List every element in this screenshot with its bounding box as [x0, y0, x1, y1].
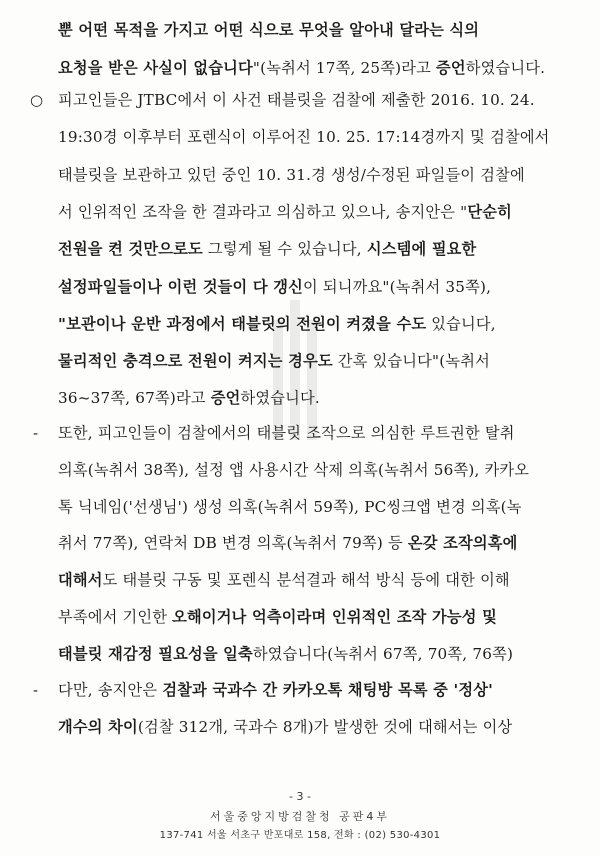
text-line — [58, 533, 517, 553]
office-name: 서울중앙지방검찰청 공판4부 — [209, 810, 390, 823]
bold-text: 전원을 켠 것만으로도 — [58, 240, 203, 259]
text-line — [58, 20, 479, 40]
bold-text: 태블릿 재감정 필요성을 일축 — [58, 644, 253, 663]
text-run: 하였습니다(녹취서 67쪽, 70쪽, 76쪽) — [252, 644, 514, 663]
bold-text: 설정파일들이나 이런 것들이 다 갱신 — [58, 277, 304, 296]
text-run: 이 되니까요"(녹취서 35쪽), — [303, 277, 492, 296]
text-line — [58, 680, 493, 700]
text-run: 다만, 송지안은 — [58, 681, 163, 699]
bold-text: 증언 — [436, 58, 466, 77]
text-run: 하였습니다. — [465, 58, 546, 77]
dash-bullet: - — [33, 424, 39, 442]
text-line — [58, 388, 320, 408]
text-run: (검찰 312개, 국과수 8개)가 발생한 것에 대해서는 이상 — [137, 718, 513, 736]
text-run: 또한, 피고인들이 검찰에서의 태블릿 조작으로 의심한 루트권한 탈취 — [58, 424, 515, 442]
bold-text: 개수의 차이 — [58, 718, 138, 736]
text-line — [58, 90, 535, 110]
text-line — [58, 127, 550, 147]
bold-text: 시스템에 필요한 — [366, 240, 477, 259]
bold-text: 검찰과 국과수 간 카카오톡 채팅방 목록 중 '정상' — [162, 681, 493, 699]
text-run: 하였습니다. — [240, 389, 320, 408]
text-line — [58, 239, 476, 259]
text-run: 그렇게 될 수 있습니다, — [202, 240, 367, 259]
bold-text: 단순히 — [467, 202, 512, 221]
text-line — [58, 607, 497, 627]
text-line — [58, 570, 510, 590]
bold-text: "보관이나 운반 과정에서 태블릿의 전원이 켜졌을 수도 — [58, 314, 427, 333]
text-run: 취서 77쪽), 연락처 DB 변경 의혹(녹취서 79쪽) 등 — [58, 534, 408, 553]
bold-text: 요청을 받은 사실이 없습니다 — [58, 58, 253, 77]
text-line — [58, 314, 496, 334]
text-run: 있습니다, — [426, 314, 496, 333]
text-line — [58, 717, 512, 737]
bold-text: 뿐 어떤 목적을 가지고 어떤 식으로 무엇을 알아내 달라는 식의 — [58, 21, 480, 39]
text-run: 태블릿을 보관하고 있던 중인 10. 31.경 생성/수정된 파일들이 검찰에 — [58, 165, 525, 184]
bold-text: 오해이거나 억측이라며 인위적인 조작 가능성 및 — [172, 608, 498, 626]
text-line — [58, 165, 525, 185]
bold-text: 증언 — [210, 389, 241, 408]
text-run: 36~37쪽, 67쪽)라고 — [58, 389, 211, 408]
text-run: 피고인들은 JTBC에서 이 사건 태블릿을 검찰에 제출한 2016. 10. 24. — [58, 91, 535, 109]
text-line — [58, 202, 512, 222]
text-line — [58, 497, 522, 517]
bold-text: 대해서 — [58, 571, 103, 590]
text-line — [58, 460, 529, 480]
text-line — [58, 351, 490, 371]
bold-text: 물리적인 충격으로 전원이 켜지는 경우도 — [58, 352, 333, 371]
text-run: 의혹(녹취서 38쪽), 설정 앱 사용시간 삭제 의혹(녹취서 56쪽), 카카오 — [58, 460, 530, 479]
office-address: 137-741 서울 서초구 반포대로 158, 전화 : (02) 530-4301 — [159, 830, 441, 841]
text-run: "(녹취서 17쪽, 25쪽)라고 — [252, 58, 437, 77]
bold-text: 온갖 조작의혹에 — [407, 534, 518, 553]
text-run: 서 인위적인 조작을 한 결과라고 의심하고 있으나, 송지안은 " — [58, 202, 468, 221]
text-run: 19:30경 이후부터 포렌식이 이루어진 10. 25. 17:14경까지 및 검찰에서 — [58, 128, 550, 147]
dash-bullet: - — [33, 681, 39, 699]
text-run: 부족에서 기인한 — [58, 608, 173, 626]
text-line — [58, 644, 513, 664]
page-number: - 3 - — [289, 790, 311, 803]
text-run: 도 태블릿 구동 및 포렌식 분석결과 해석 방식 등에 대한 이해 — [102, 571, 510, 590]
text-line — [58, 58, 545, 78]
text-line — [58, 423, 515, 443]
text-run: 간혹 있습니다"(녹취서 — [332, 352, 490, 371]
circle-bullet-icon: ○ — [30, 91, 44, 109]
text-line — [58, 277, 491, 297]
text-run: 톡 닉네임('선생님') 생성 의혹(녹취서 59쪽), PC씽크앱 변경 의혹(녹 — [58, 497, 522, 516]
